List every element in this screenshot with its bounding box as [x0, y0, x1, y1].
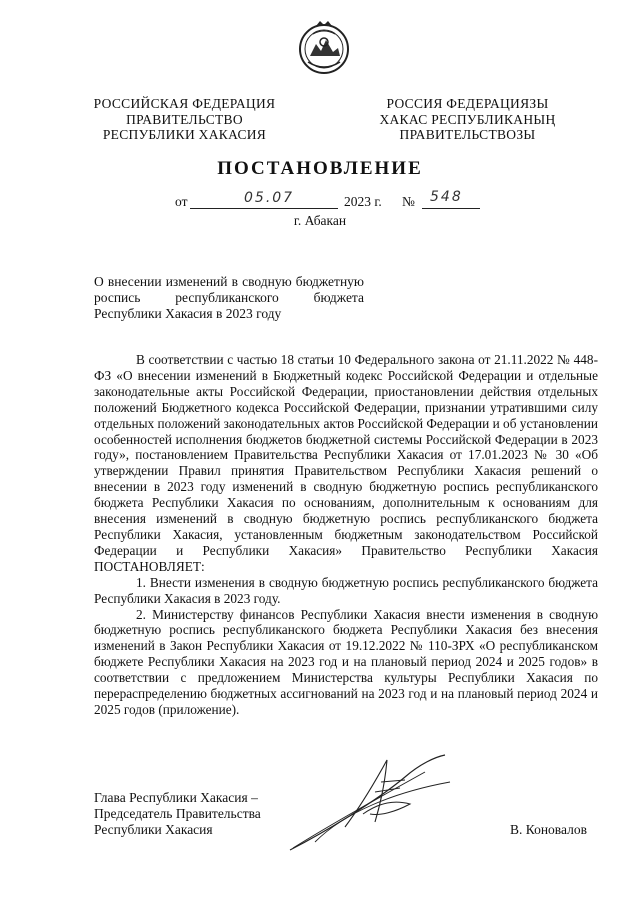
signatory-position-line: Глава Республики Хакасия –: [94, 790, 258, 805]
coat-of-arms-emblem: [296, 18, 352, 76]
header-right-line: РОССИЯ ФЕДЕРАЦИЯЗЫ: [386, 96, 549, 111]
signatory-position: [94, 790, 294, 838]
signatory-position-line: Республики Хакасия: [94, 822, 213, 837]
number-sign: №: [402, 194, 415, 209]
city-name: г. Абакан: [293, 213, 347, 228]
signatory-name: В. Коновалов: [510, 822, 587, 837]
document-subject: О внесении изменений в сводную бюджетную роспись республиканского бюджета Республики Хакасия в 2023 году: [94, 274, 364, 321]
signatory-position-line: Председатель Правительства: [94, 806, 261, 821]
handwritten-signature: [285, 752, 455, 857]
document-title: ПОСТАНОВЛЕНИЕ: [217, 158, 423, 179]
header-right-block: [360, 96, 575, 143]
date-prefix: от: [175, 194, 188, 209]
header-right-line: ХАКАС РЕСПУБЛИКАНЫҢ: [379, 111, 556, 127]
body-paragraph: 2. Министерству финансов Республики Хакасия внести изменения в сводную бюджетную роспись республиканского бюджета Республики Хакасия без внесения изменений в Закон Республики Хакасия от 19.12.2022 № 110-ЗРХ «О республиканском бюджете Республики Хакасия на 2023 год и на плановый период 2024 и 2025 годов» в соответствии с предложением Министерства культуры Республики Хакасия по перераспределению бюджетных ассигнований на 2023 год и на плановый период 2024 и 2025 годов (приложение).: [94, 606, 598, 717]
body-paragraph: В соответствии с частью 18 статьи 10 Федерального закона от 21.11.2022 № 448-ФЗ «О внесении изменений в Бюджетный кодекс Российской Федерации и отдельные законодательные акты Российской Федерации, приостановлении действия отдельных положений Бюджетного кодекса Российской Федерации, признании утратившими силу отдельных положений законодательных актов Российской Федерации и об установлении особенностей исполнения бюджетов бюджетной системы Российской Федерации в 2023 году», постановлением Правительства Республики Хакасия от 17.01.2023 № 30 «Об утверждении Правил принятия Правительством Республики Хакасия решений о внесении в 2023 году изменений в сводную бюджетную роспись республиканского бюджета Республики Хакасия по основаниям, дополнительным к основаниям для внесения изменений в сводную бюджетную роспись республиканского бюджета Республики Хакасия, установленным бюджетным законодательством Российской Федерации и Республики Хакасия» Правительство Республики Хакасия ПОСТАНОВЛЯЕТ:: [94, 352, 598, 574]
body-paragraph: 1. Внести изменения в сводную бюджетную роспись республиканского бюджета Республики Хакасия в 2023 году.: [94, 574, 598, 606]
handwritten-number: 548: [430, 189, 463, 205]
header-left-line: РОССИЙСКАЯ ФЕДЕРАЦИЯ: [93, 96, 276, 111]
header-left-line: РЕСПУБЛИКИ ХАКАСИЯ: [102, 127, 267, 142]
header-left-line: ПРАВИТЕЛЬСТВО: [126, 111, 243, 127]
header-right-line: ПРАВИТЕЛЬСТВОЗЫ: [399, 127, 536, 142]
handwritten-date: 05.07: [244, 190, 295, 206]
document-body: [94, 352, 598, 718]
header-left-block: [92, 96, 277, 143]
date-year: 2023 г.: [344, 194, 382, 209]
